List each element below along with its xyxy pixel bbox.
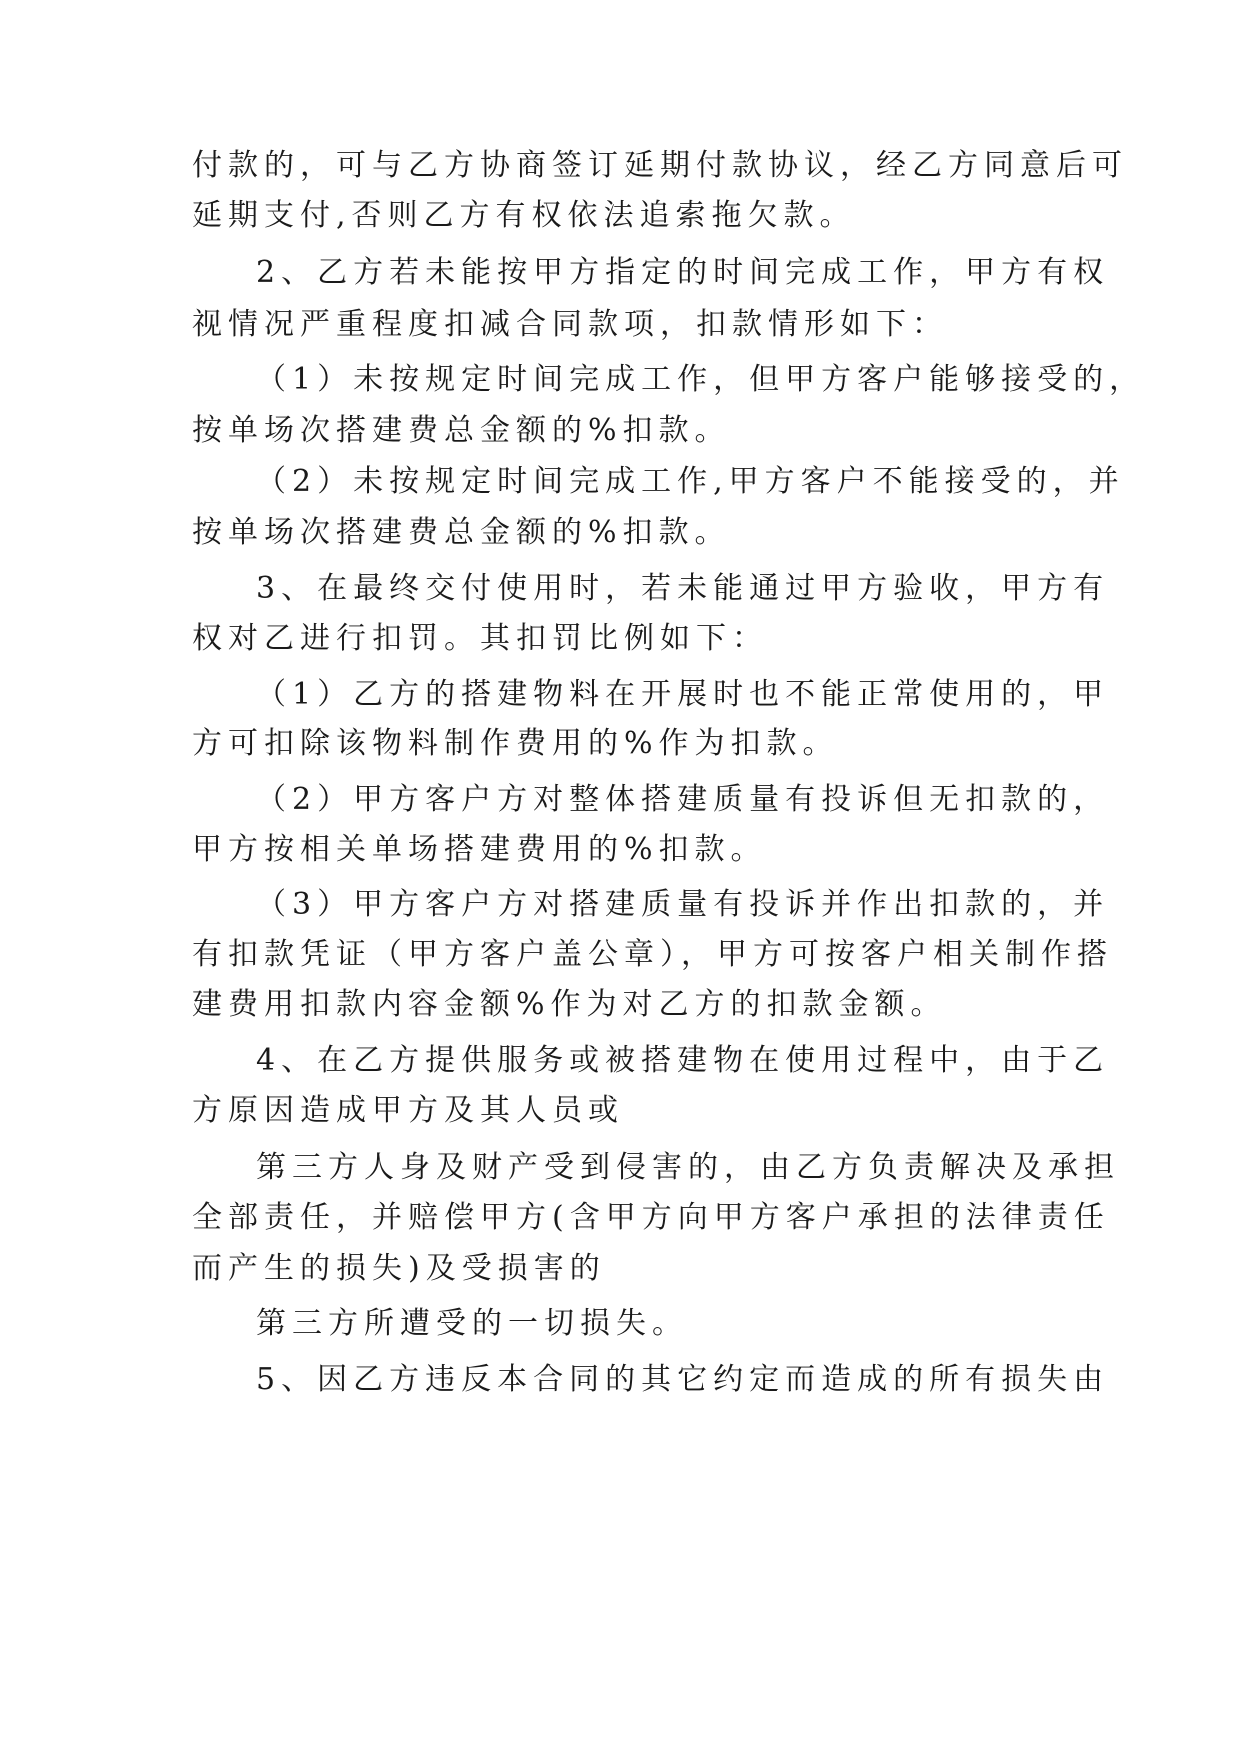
sub-item-2: （2）未按规定时间完成工作,甲方客户不能接受的，并	[256, 464, 1125, 499]
text-line: 按单场次搭建费总金额的%扣款。	[192, 515, 731, 550]
paragraph-item-5: 5、因乙方违反本合同的其它约定而造成的所有损失由	[256, 1362, 1110, 1397]
text-line: 付款的，可与乙方协商签订延期付款协议，经乙方同意后可	[192, 148, 1128, 183]
sub-item-3: （3）甲方客户方对搭建质量有投诉并作出扣款的，并	[256, 887, 1110, 922]
text-line: 全部责任，并赔偿甲方(含甲方向甲方客户承担的法律责任	[192, 1200, 1110, 1235]
text-line: 延期支付,否则乙方有权依法追索拖欠款。	[192, 198, 856, 233]
text-line: 建费用扣款内容金额%作为对乙方的扣款金额。	[192, 987, 947, 1022]
sub-item-1: （1）未按规定时间完成工作，但甲方客户能够接受的，	[256, 362, 1146, 397]
text-line: 方原因造成甲方及其人员或	[192, 1093, 624, 1128]
text-line: 而产生的损失)及受损害的	[192, 1251, 606, 1286]
sub-item-1: （1）乙方的搭建物料在开展时也不能正常使用的，甲	[256, 677, 1110, 712]
sub-item-2: （2）甲方客户方对整体搭建质量有投诉但无扣款的，	[256, 782, 1110, 817]
text-line: 第三方人身及财产受到侵害的，由乙方负责解决及承担	[256, 1150, 1120, 1185]
text-line: 按单场次搭建费总金额的%扣款。	[192, 413, 731, 448]
text-line: 权对乙进行扣罚。其扣罚比例如下：	[192, 621, 768, 656]
text-line: 第三方所遭受的一切损失。	[256, 1306, 688, 1341]
text-line: 甲方按相关单场搭建费用的%扣款。	[192, 832, 767, 867]
paragraph-item-2: 2、乙方若未能按甲方指定的时间完成工作，甲方有权	[256, 255, 1110, 290]
paragraph-item-4: 4、在乙方提供服务或被搭建物在使用过程中，由于乙	[256, 1043, 1110, 1078]
text-line: 方可扣除该物料制作费用的%作为扣款。	[192, 726, 839, 761]
text-line: 视情况严重程度扣减合同款项，扣款情形如下：	[192, 307, 948, 342]
paragraph-item-3: 3、在最终交付使用时，若未能通过甲方验收，甲方有	[256, 571, 1110, 606]
text-line: 有扣款凭证（甲方客户盖公章），甲方可按客户相关制作搭	[192, 937, 1113, 972]
